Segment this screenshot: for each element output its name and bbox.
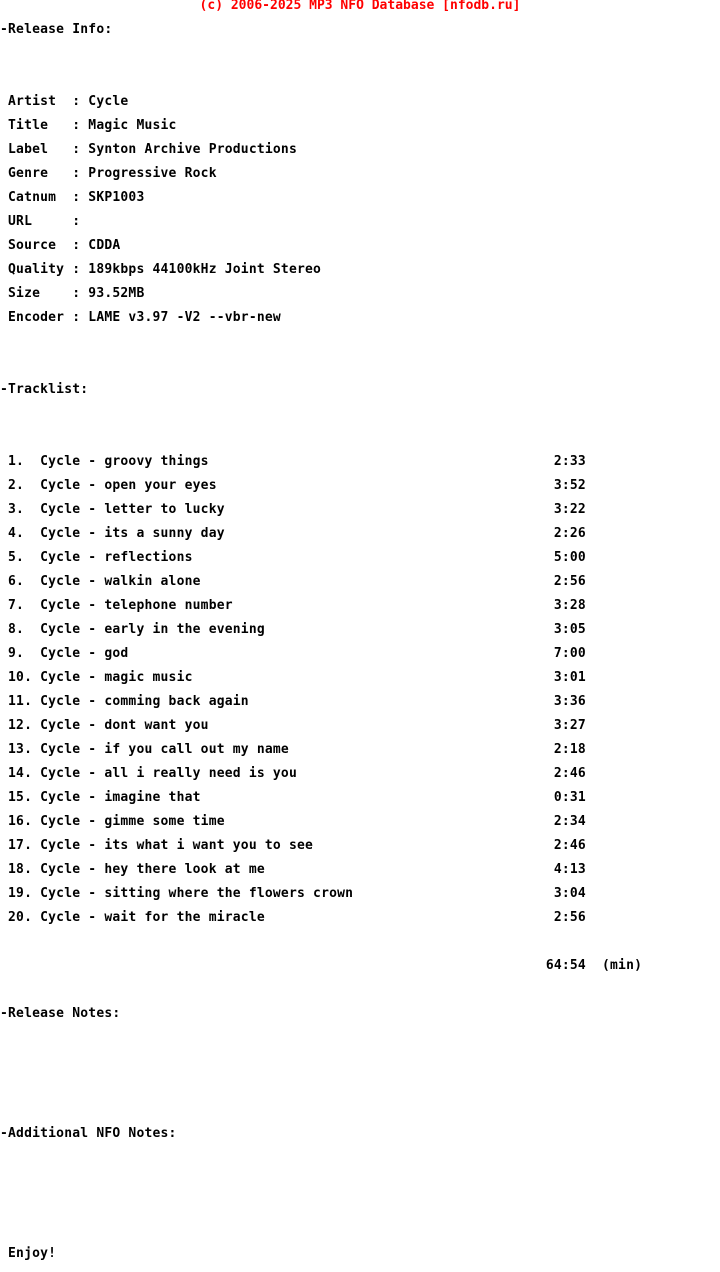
track-row: 8. Cycle - early in the evening 3:05 — [0, 622, 586, 637]
track-row: 10. Cycle - magic music 3:01 — [0, 670, 586, 685]
release-info-field: Encoder : LAME v3.97 -V2 --vbr-new — [0, 310, 281, 325]
track-row: 4. Cycle - its a sunny day 2:26 — [0, 526, 586, 541]
section-additional-notes: -Additional NFO Notes: — [0, 1126, 177, 1141]
release-info-field: Source : CDDA — [0, 238, 121, 253]
section-tracklist: -Tracklist: — [0, 382, 89, 397]
release-info-field: URL : — [0, 214, 89, 229]
track-row: 2. Cycle - open your eyes 3:52 — [0, 478, 586, 493]
release-info-field: Artist : Cycle — [0, 94, 129, 109]
blank-line — [0, 1104, 642, 1116]
track-row: 9. Cycle - god 7:00 — [0, 646, 586, 661]
blank-line — [0, 984, 642, 996]
release-info-field: Label : Synton Archive Productions — [0, 142, 297, 157]
nfo-text — [0, 24, 642, 1272]
release-info-field: Title : Magic Music — [0, 118, 177, 133]
blank-line — [0, 72, 642, 84]
blank-line — [0, 336, 642, 348]
track-row: 1. Cycle - groovy things 2:33 — [0, 454, 586, 469]
blank-line — [0, 1176, 642, 1188]
track-row: 11. Cycle - comming back again 3:36 — [0, 694, 586, 709]
track-row: 19. Cycle - sitting where the flowers crown 3:04 — [0, 886, 586, 901]
blank-line — [0, 48, 642, 60]
blank-line — [0, 1200, 642, 1212]
section-release-notes: -Release Notes: — [0, 1006, 121, 1021]
blank-line — [0, 1032, 642, 1044]
blank-line — [0, 1152, 642, 1164]
track-row: 20. Cycle - wait for the miracle 2:56 — [0, 910, 586, 925]
blank-line — [0, 432, 642, 444]
track-row: 13. Cycle - if you call out my name 2:18 — [0, 742, 586, 757]
track-row: 14. Cycle - all i really need is you 2:46 — [0, 766, 586, 781]
blank-line — [0, 1080, 642, 1092]
blank-line — [0, 360, 642, 372]
track-row: 6. Cycle - walkin alone 2:56 — [0, 574, 586, 589]
track-row: 3. Cycle - letter to lucky 3:22 — [0, 502, 586, 517]
track-row: 15. Cycle - imagine that 0:31 — [0, 790, 586, 805]
track-row: 12. Cycle - dont want you 3:27 — [0, 718, 586, 733]
copyright-header: (c) 2006-2025 MP3 NFO Database [nfodb.ru] — [199, 0, 521, 13]
track-row: 17. Cycle - its what i want you to see 2:46 — [0, 838, 586, 853]
enjoy-text: Enjoy! — [0, 1246, 57, 1261]
release-info-field: Catnum : SKP1003 — [0, 190, 145, 205]
blank-line — [0, 936, 642, 948]
total-time: 64:54 (min) — [0, 958, 643, 973]
track-row: 18. Cycle - hey there look at me 4:13 — [0, 862, 586, 877]
release-info-field: Genre : Progressive Rock — [0, 166, 217, 181]
track-row: 5. Cycle - reflections 5:00 — [0, 550, 586, 565]
track-row: 7. Cycle - telephone number 3:28 — [0, 598, 586, 613]
release-info-field: Size : 93.52MB — [0, 286, 145, 301]
section-release-info: -Release Info: — [0, 22, 113, 37]
release-info-field: Quality : 189kbps 44100kHz Joint Stereo — [0, 262, 322, 277]
blank-line — [0, 408, 642, 420]
blank-line — [0, 1224, 642, 1236]
track-row: 16. Cycle - gimme some time 2:34 — [0, 814, 586, 829]
blank-line — [0, 1056, 642, 1068]
